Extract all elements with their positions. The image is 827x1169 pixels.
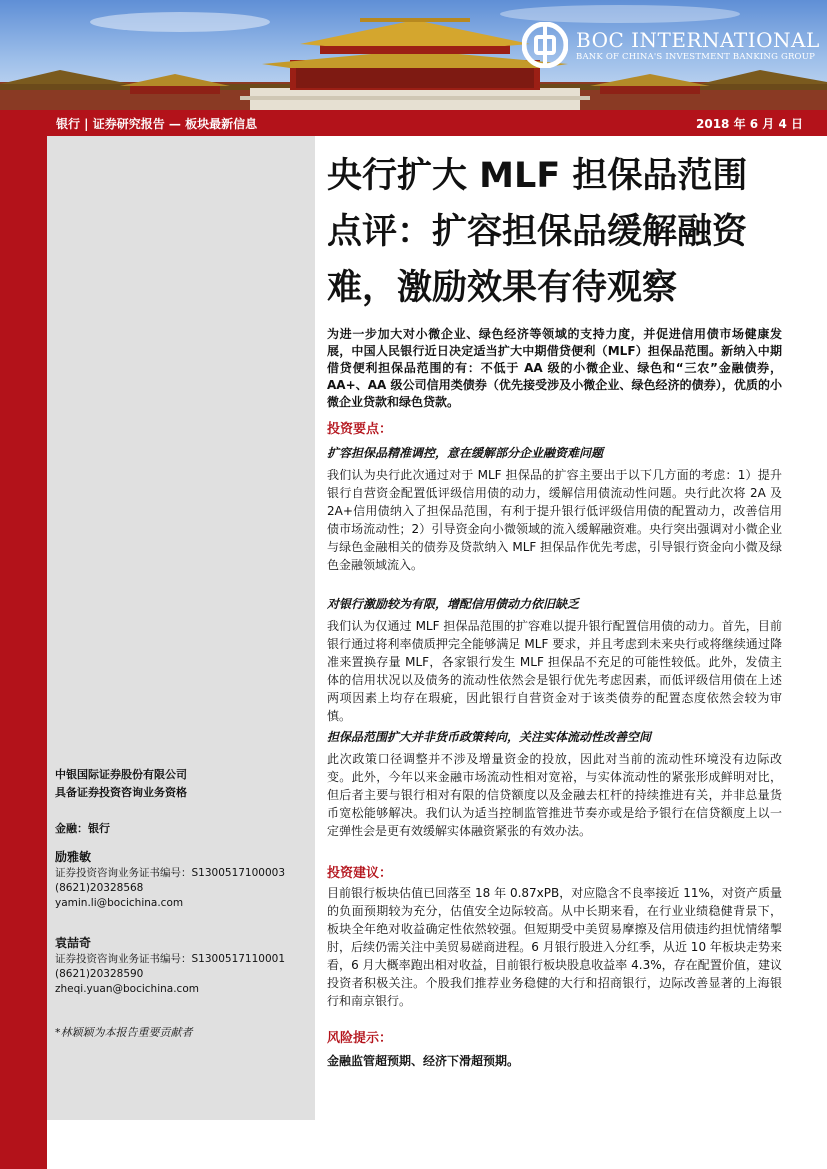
report-category: 银行 | 证券研究报告 — 板块最新信息 [56,117,258,131]
logo-name: BOC INTERNATIONAL [576,27,820,52]
summary-paragraph: 为进一步加大对小微企业、绿色经济等领域的支持力度，并促进信用债市场健康发展，中国人民银行近日决定适当扩大中期借贷便利（MLF）担保品范围。新纳入中期借贷便利担保品范围的有：不低于 AA 级的小微企业、绿色和“三农”金融债券，AA+、AA 级公司信用类债券（优先接受涉及小微企业、绿色经济的债券），优质的小微企业贷款和绿色贷款。 [327,327,782,409]
boc-logo-icon [522,22,568,68]
subheading: 扩容担保品精准调控，意在缓解部分企业融资难问题 [327,446,604,460]
title-line: 央行扩大 MLF 担保品范围 [327,156,748,196]
contributor-note: *林颖颖为本报告重要贡献者 [55,1026,193,1039]
body-paragraph: 此次政策口径调整并不涉及增量资金的投放，因此对当前的流动性环境没有边际改变。此外，今年以来金融市场流动性相对宽裕，与实体流动性的紧张形成鲜明对比，但后者主要与银行相对有限的信贷额度以及金融去杠杆的持续推进有关，并非总量货币宽松能够解决。我们认为适当控制监管推进节奏亦或是给予银行在信贷额度上以一定弹性会是更有效缓解实体融资紧张的有效办法。 [327,752,782,838]
analyst-card [55,848,285,911]
boc-logo [522,22,820,68]
logo-subtitle: BANK OF CHINA'S INVESTMENT BANKING GROUP [576,51,816,62]
subheading: 对银行激励较为有限，增配信用债动力依旧缺乏 [327,597,580,611]
subheading: 担保品范围扩大并非货币政策转向，关注实体流动性改善空间 [327,730,652,744]
analyst-name: 励雅敏 [55,850,92,864]
company-info [55,766,187,802]
analyst-license: 证券投资咨询业务证书编号：S1300517110001 [55,953,286,965]
sidebar [47,136,315,1120]
report-title [327,148,782,316]
analyst-email[interactable]: zheqi.yuan@bocichina.com [55,983,199,995]
sector-label: 金融：银行 [55,822,110,835]
header-banner [0,0,827,110]
analyst-email[interactable]: yamin.li@bocichina.com [55,897,184,909]
analyst-license: 证券投资咨询业务证书编号：S1300517100003 [55,867,286,879]
company-qualification: 具备证券投资咨询业务资格 [55,786,187,799]
analyst-card [55,934,285,997]
investment-advice-heading: 投资建议： [327,866,393,881]
body-paragraph: 我们认为央行此次通过对于 MLF 担保品的扩容主要出于以下几方面的考虑：1）提升银行自营资金配置低评级信用债的动力，缓解信用债流动性问题。央行此次将 2A 及 2A+信用债纳入了担保品范围，有利于提升银行低评级信用债的配置动力，改善信用债市场流动性；2）引导资金向小微领域的流入缓解融资难。央行突出强调对小微企业与绿色金融相关的债券及贷款纳入 MLF 担保品作优先考虑，引导银行资金向小微及绿色金融领域流入。 [327,468,782,572]
report-date: 2018 年 6 月 4 日 [696,117,803,131]
body-paragraph: 我们认为仅通过 MLF 担保品范围的扩容难以提升银行配置信用债的动力。首先，目前银行通过将利率债质押完全能够满足 MLF 要求，并且考虑到未来央行或将继续通过降准来置换存量 MLF，各家银行发生 MLF 担保品不充足的可能性较低。此外，发债主体的信用状况以及债务的流动性依然会是银行优先考虑因素，而低评级信用债在上述两项因素上均存在瑕疵，因此银行自营资金对于该类债券的配置态度依然会较为审慎。 [327,619,782,723]
risk-text: 金融监管超预期、经济下滑超预期。 [327,1054,520,1068]
analyst-phone: (8621)20328590 [55,968,144,980]
category-bar [0,110,827,136]
company-name: 中银国际证券股份有限公司 [55,768,187,781]
body-paragraph: 目前银行板块估值已回落至 18 年 0.87xPB，对应隐含不良率接近 11%，对资产质量的负面预期较为充分，估值安全边际较高。从中长期来看，在行业业绩稳健背景下，板块全年绝对收益确定性依然较强。但短期受中美贸易摩擦及信用债违约担忧情绪掣肘，后续仍需关注中美贸易磋商进程。6 月银行股进入分红季，从近 10 年板块走势来看，6 月大概率跑出相对收益，目前银行板块股息收益率 4.3%，存在配置价值，建议投资者积极关注。个股我们推荐业务稳健的大行和招商银行，边际改善显著的上海银行和南京银行。 [327,886,782,1008]
title-line: 难，激励效果有待观察 [327,268,678,308]
analyst-phone: (8621)20328568 [55,882,144,894]
key-points-heading: 投资要点： [327,422,393,437]
risk-heading: 风险提示： [327,1031,393,1046]
analyst-name: 袁喆奇 [55,936,92,950]
title-line: 点评：扩容担保品缓解融资 [327,212,748,252]
left-red-edge [0,136,47,1169]
